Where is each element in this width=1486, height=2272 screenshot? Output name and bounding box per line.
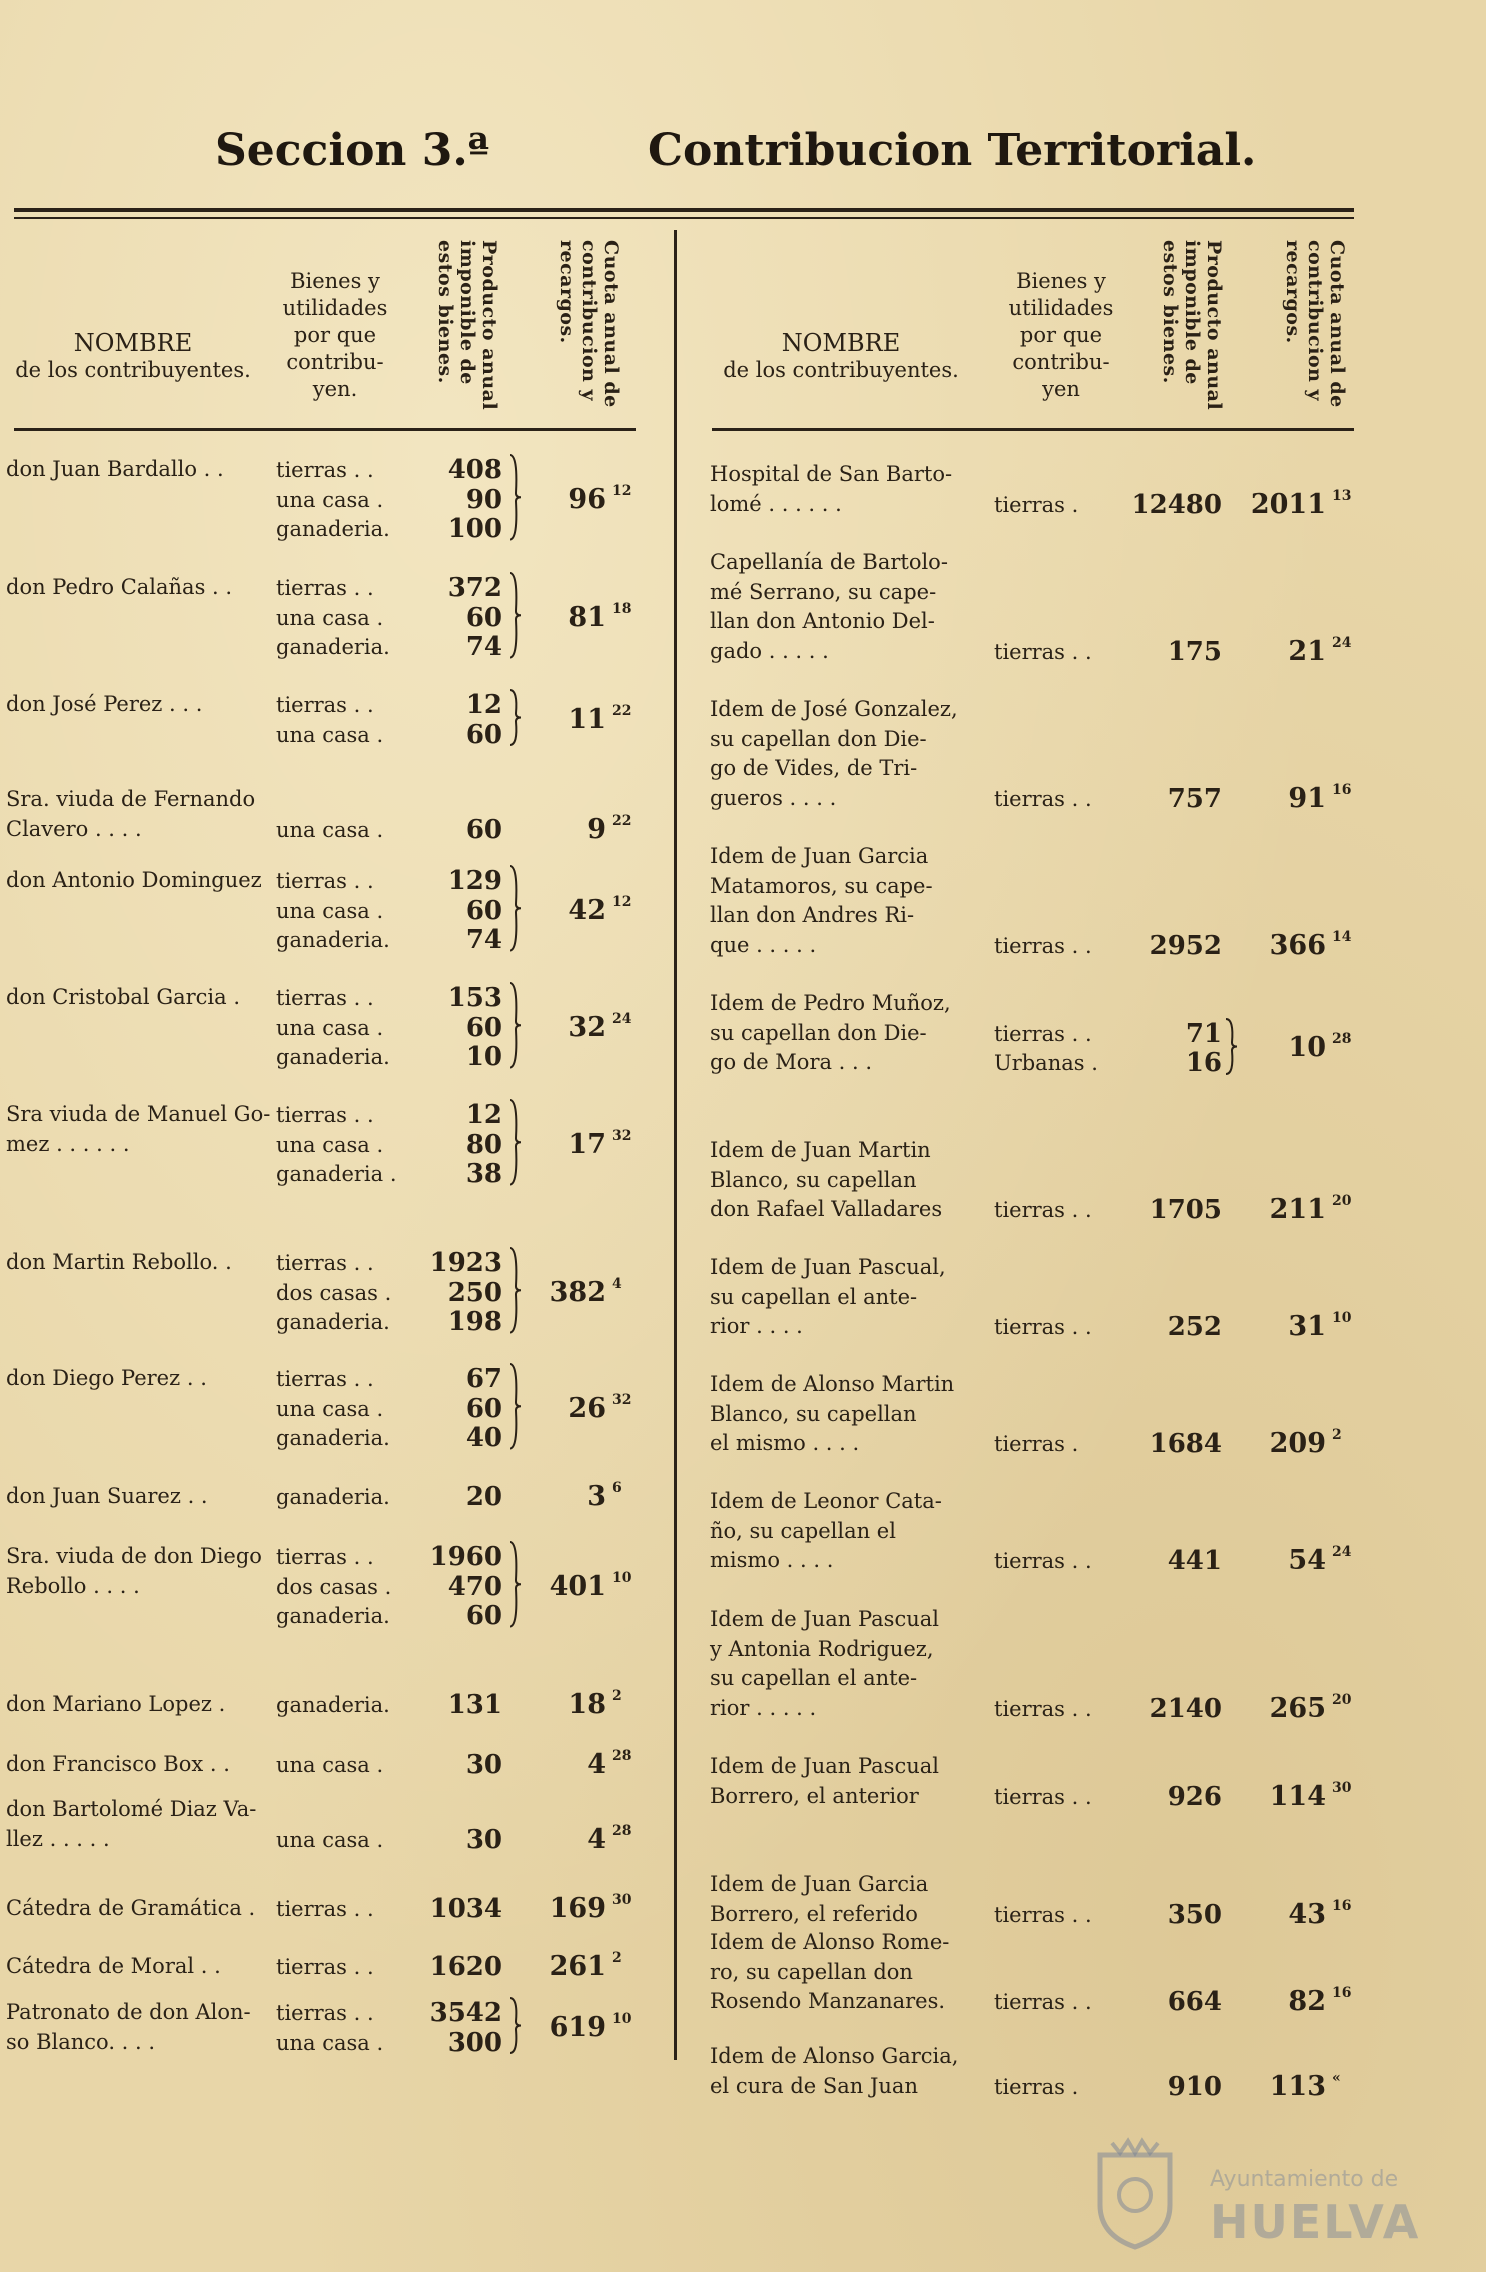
contributor-name-line: Sra. viuda de Fernando [6,787,256,811]
contributor-name-line: su capellan el ante- [710,1666,918,1690]
taxable-product-value: 1034 [429,1894,502,1924]
annual-quota: 209 [1269,1428,1326,1459]
taxable-product-value: 250 [447,1277,502,1308]
column-divider [674,230,677,2060]
contributor-name-line: Matamoros, su cape- [710,873,933,898]
contributor-name-line: el cura de San Juan [710,2073,918,2098]
annual-quota: 11 [568,703,606,735]
quota-cents: 22 [612,812,632,829]
contributor-name-line: su capellan don Die- [710,726,927,751]
asset-type: tierras . [994,2074,1079,2099]
contributor-name-line: gado . . . . . [710,638,829,663]
col-name-right [716,330,966,384]
annual-quota: 169 [549,1893,606,1924]
contributor-name-line: don Juan Bardallo . . [6,457,224,481]
contributor-name-line: Rosendo Manzanares. [710,1989,946,2013]
col-product-left: Producto anual imponible de estos bienes. [434,240,500,411]
taxable-product-value: 1684 [1149,1429,1222,1459]
contributor-name-line: rior . . . . . [710,1695,817,1720]
asset-type: Urbanas . [994,1051,1098,1075]
contributor-name-line: Patronato de don Alon- [6,2000,251,2024]
asset-type: dos casas . [276,1280,392,1305]
contributor-name-line: Hospital de San Barto- [710,462,953,486]
annual-quota: 26 [568,1392,606,1424]
asset-type: una casa . [276,1827,384,1852]
asset-type: una casa . [276,2030,384,2055]
contributor-name-line: Idem de Juan Pascual [710,1754,939,1778]
asset-type: ganaderia . [276,1162,397,1186]
contributor-name-line: don Rafael Valladares [710,1197,943,1221]
col-product-right: Producto anual imponible de estos bienes. [1159,240,1225,411]
asset-type: tierras . . [994,1696,1092,1721]
contributor-name-line: lomé . . . . . . [710,491,842,516]
annual-quota: 619 [549,2011,606,2043]
taxable-product-value: 40 [465,1423,502,1453]
contributor-name-line: Idem de Juan Garcia [710,1872,929,1896]
quota-cents: 28 [612,1748,632,1764]
quota-cents: 10 [612,1569,632,1586]
quota-cents: 16 [1332,781,1352,798]
taxable-product-value: 910 [1167,2071,1222,2102]
taxable-product-value: 67 [465,1364,502,1394]
asset-type: tierras . . [994,1549,1092,1573]
taxable-product-value: 372 [447,573,502,603]
annual-quota: 265 [1269,1692,1326,1724]
quota-cents: 24 [1332,1544,1352,1560]
contributor-name-line: Capellanía de Bartolo- [710,550,948,574]
contributor-name-line: don Cristobal Garcia . [6,985,241,1009]
contributor-name-line: mé Serrano, su cape- [710,579,937,604]
quota-cents: 6 [612,1480,622,1496]
contributor-name-line: Sra viuda de Manuel Go- [6,1102,271,1126]
col-quota-right: Cuota anual de contribucion y recargos. [1282,240,1348,408]
taxable-product-value: 1705 [1149,1195,1222,1225]
asset-type: tierras . [994,492,1079,517]
asset-type: ganaderia. [276,1485,390,1509]
header-rule-right [712,428,1354,431]
header-rule-left [14,428,636,431]
annual-quota: 2011 [1250,488,1326,520]
asset-type: una casa . [276,605,384,630]
annual-quota: 3 [587,1481,606,1512]
taxable-product-value: 153 [447,983,502,1013]
annual-quota: 10 [1288,1032,1326,1064]
taxable-product-value: 71 [1185,1018,1222,1049]
quota-cents: 30 [612,1892,632,1908]
asset-type: una casa . [276,1753,384,1777]
quota-cents: 12 [612,893,632,910]
contributor-name-line: y Antonia Rodriguez, [710,1636,934,1661]
asset-type: tierras . . [994,933,1092,958]
col-assets-line: por que [1019,323,1103,347]
quota-cents: 13 [1332,487,1352,504]
contributor-name-line: don Pedro Calañas . . [6,575,233,599]
contributor-name-line: Cátedra de Moral . . [6,1954,221,1978]
asset-type: tierras . . [994,1021,1092,1046]
contributor-name-line: rior . . . . [710,1314,803,1338]
contributor-name-line: don Bartolomé Diaz Va- [6,1797,257,1821]
contributor-name-line: Idem de Juan Martin [710,1138,931,1162]
contributor-name-line: Idem de Alonso Garcia, [710,2044,959,2068]
asset-type: tierras . . [276,458,374,482]
contributor-name-line: so Blanco. . . . [6,2029,156,2054]
annual-quota: 113 [1269,2070,1326,2102]
archive-watermark [1090,2135,1420,2255]
col-assets-line: yen [1042,377,1080,401]
asset-type: tierras . . [994,1315,1092,1339]
asset-type: una casa . [276,487,384,512]
taxable-product-value: 198 [447,1307,502,1337]
col-assets-left [270,268,400,403]
contributor-name-line: Borrero, el referido [710,1901,918,1926]
taxable-product-value: 300 [447,2027,502,2058]
asset-type: una casa . [276,1396,384,1421]
taxable-product-value: 252 [1167,1312,1222,1342]
contributor-name-line: llez . . . . . [6,1826,110,1851]
asset-type: ganaderia. [276,517,390,541]
col-name-title: NOMBRE [781,329,901,357]
asset-type: tierras . . [276,576,374,600]
contributor-name-line: don Mariano Lopez . [6,1692,226,1716]
asset-type: tierras . . [276,1103,374,1127]
taxable-product-value: 60 [465,602,502,633]
col-assets-line: contribu- [1012,350,1110,374]
contributor-name-line: Blanco, su capellan [710,1167,917,1192]
asset-type: una casa . [276,1132,384,1157]
annual-quota: 261 [549,1951,606,1982]
contributor-name-line: su capellan don Die- [710,1020,927,1045]
taxable-product-value: 926 [1167,1781,1222,1812]
quota-cents: 32 [612,1391,632,1408]
contributor-name-line: gueros . . . . [710,785,837,810]
asset-type: tierras . . [994,1784,1092,1809]
asset-type: tierras . [994,1432,1079,1456]
watermark-line1: Ayuntamiento de [1210,2167,1399,2192]
asset-type: dos casas . [276,1574,392,1599]
contributor-name-line: Cátedra de Gramática . [6,1896,256,1920]
taxable-product-value: 175 [1167,636,1222,667]
col-assets-line: utilidades [1008,296,1114,320]
heading-rule [14,208,1354,212]
contributor-name-line: don Diego Perez . . [6,1366,207,1390]
contributor-name-line: Idem de Juan Garcia [710,844,929,868]
quota-cents: 20 [1332,1691,1352,1708]
contributor-name-line: go de Mora . . . [710,1050,873,1074]
contributor-name-line: llan don Andres Ri- [710,903,915,927]
quota-cents: 16 [1332,1985,1352,2001]
col-assets-right [996,268,1126,403]
col-assets-line: por que [293,323,377,347]
contributor-name-line: Clavero . . . . [6,816,142,841]
taxable-product-value: 2952 [1149,930,1222,961]
contributor-name-line: Sra. viuda de don Diego [6,1544,262,1568]
annual-quota: 91 [1288,782,1326,814]
asset-type: tierras . . [994,786,1092,811]
page-title: Contribucion Territorial. [648,125,1257,176]
contributor-name-line: go de Vides, de Tri- [710,756,918,780]
asset-type: tierras . . [276,986,374,1010]
annual-quota: 82 [1288,1986,1326,2017]
taxable-product-value: 60 [465,1012,502,1043]
quota-cents: 28 [1332,1031,1352,1048]
contributor-name-line: ño, su capellan el [710,1518,896,1543]
taxable-product-value: 129 [447,866,502,896]
contributor-name-line: Idem de José Gonzalez, [710,697,958,721]
annual-quota: 366 [1269,929,1326,961]
watermark-line2: HUELVA [1210,2195,1421,2249]
contributor-name-line: Idem de Alonso Martin [710,1372,955,1396]
annual-quota: 32 [568,1011,606,1043]
asset-type: tierras . . [276,869,374,893]
contributor-name-line: Rebollo . . . . [6,1573,140,1598]
contributor-name-line: don Martin Rebollo. . [6,1250,232,1274]
contributor-name-line: Idem de Alonso Rome- [710,1930,950,1954]
quota-cents: 16 [1332,1897,1352,1914]
taxable-product-value: 12480 [1131,489,1222,520]
asset-type: ganaderia. [276,1693,390,1717]
annual-quota: 382 [549,1276,606,1308]
taxable-product-value: 2140 [1149,1693,1222,1724]
quota-cents: 32 [612,1127,632,1144]
taxable-product-value: 80 [465,1129,502,1160]
annual-quota: 21 [1288,635,1326,667]
taxable-product-value: 90 [465,484,502,515]
annual-quota: 42 [568,894,606,926]
asset-type: tierras . . [276,2001,374,2025]
taxable-product-value: 100 [447,514,502,544]
taxable-product-value: 470 [447,1571,502,1602]
quota-cents: 10 [612,2010,632,2027]
contributor-name-line: Idem de Pedro Muñoz, [710,991,951,1015]
taxable-product-value: 74 [465,632,502,662]
heading-rule-thin [14,217,1354,219]
quota-cents: 24 [1332,634,1352,651]
annual-quota: 81 [568,601,606,633]
asset-type: ganaderia. [276,1045,390,1069]
col-name-sub: de los contribuyentes. [15,358,251,382]
asset-type: una casa . [276,1015,384,1040]
asset-type: ganaderia. [276,1426,390,1450]
contributor-name-line: Idem de Juan Pascual [710,1607,939,1631]
contributor-name-line: Borrero, el anterior [710,1783,919,1808]
taxable-product-value: 1923 [429,1248,502,1278]
taxable-product-value: 60 [465,814,502,845]
taxable-product-value: 60 [465,895,502,926]
taxable-product-value: 441 [1167,1546,1222,1576]
annual-quota: 18 [568,1689,606,1720]
page-heading [0,115,1486,195]
asset-type: una casa . [276,722,384,747]
taxable-product-value: 74 [465,925,502,955]
annual-quota: 401 [549,1570,606,1602]
asset-type: ganaderia. [276,1604,390,1628]
quota-cents: 10 [1332,1310,1352,1326]
taxable-product-value: 16 [1185,1048,1222,1078]
taxable-product-value: 408 [447,455,502,485]
taxable-product-value: 30 [465,1750,502,1780]
col-assets-line: utilidades [282,296,388,320]
col-name-left [8,330,258,384]
col-assets-line: Bienes y [1016,269,1106,293]
annual-quota: 4 [587,1749,606,1780]
quota-cents: « [1332,2069,1341,2086]
quota-cents: 28 [612,1822,632,1839]
annual-quota: 54 [1288,1545,1326,1576]
asset-type: tierras . . [276,693,374,717]
asset-type: una casa . [276,817,384,842]
contributor-name-line: mismo . . . . [710,1548,834,1572]
contributor-name-line: don José Perez . . . [6,692,203,716]
taxable-product-value: 38 [465,1159,502,1189]
contributor-name-line: mez . . . . . . [6,1131,130,1156]
taxable-product-value: 757 [1167,783,1222,814]
col-assets-line: yen. [312,377,358,401]
asset-type: tierras . . [276,1955,374,1979]
quota-cents: 2 [612,1688,622,1704]
quota-cents: 2 [1332,1427,1342,1443]
asset-type: tierras . . [994,1990,1092,2014]
annual-quota: 96 [568,483,606,515]
contributor-name-line: Idem de Leonor Cata- [710,1489,942,1513]
taxable-product-value: 1960 [429,1542,502,1572]
contributor-name-line: llan don Antonio Del- [710,609,935,633]
asset-type: tierras . . [276,1251,374,1275]
taxable-product-value: 20 [465,1482,502,1512]
taxable-product-value: 10 [465,1042,502,1072]
contributor-name-line: don Francisco Box . . [6,1752,230,1776]
taxable-product-value: 30 [465,1824,502,1855]
quota-cents: 12 [612,482,632,499]
contributor-name-line: Blanco, su capellan [710,1401,917,1426]
taxable-product-value: 12 [465,1100,502,1130]
asset-type: tierras . . [994,1198,1092,1222]
contributor-name-line: el mismo . . . . [710,1431,860,1455]
asset-type: ganaderia. [276,928,390,952]
col-quota-left: Cuota anual de contribucion y recargos. [556,240,622,408]
coat-of-arms-icon [1090,2135,1180,2250]
taxable-product-value: 60 [465,719,502,750]
annual-quota: 114 [1269,1780,1326,1812]
taxable-product-value: 60 [465,1393,502,1424]
quota-cents: 2 [612,1950,622,1966]
annual-quota: 211 [1269,1194,1326,1225]
quota-cents: 18 [612,600,632,617]
quota-cents: 24 [612,1010,632,1027]
taxable-product-value: 3542 [429,1998,502,2028]
quota-cents: 4 [612,1275,622,1292]
section-label: Seccion 3.ª [215,125,490,176]
col-name-sub: de los contribuyentes. [723,358,959,382]
contributor-name-line: que . . . . . [710,932,817,957]
quota-cents: 30 [1332,1779,1352,1796]
taxable-product-value: 664 [1167,1987,1222,2017]
asset-type: tierras . . [276,1545,374,1569]
annual-quota: 9 [587,813,606,845]
asset-type: tierras . . [276,1367,374,1391]
asset-type: una casa . [276,898,384,923]
quota-cents: 14 [1332,928,1352,945]
taxable-product-value: 60 [465,1601,502,1631]
taxable-product-value: 12 [465,690,502,720]
col-assets-line: Bienes y [290,269,380,293]
quota-cents: 22 [612,702,632,719]
quota-cents: 20 [1332,1193,1352,1209]
asset-type: tierras . . [276,1897,374,1921]
col-assets-line: contribu- [286,350,384,374]
annual-quota: 31 [1288,1311,1326,1342]
contributor-name-line: su capellan el ante- [710,1284,918,1309]
contributor-name-line: don Antonio Dominguez [6,868,262,892]
asset-type: ganaderia. [276,1310,390,1334]
taxable-product-value: 350 [1167,1899,1222,1930]
contributor-name-line: ro, su capellan don [710,1959,913,1984]
taxable-product-value: 131 [447,1690,502,1720]
asset-type: tierras . . [994,1902,1092,1927]
annual-quota: 17 [568,1128,606,1160]
annual-quota: 43 [1288,1898,1326,1930]
asset-type: tierras . . [994,639,1092,664]
contributor-name-line: Idem de Juan Pascual, [710,1255,946,1279]
asset-type: ganaderia. [276,635,390,659]
contributor-name-line: don Juan Suarez . . [6,1484,208,1508]
taxable-product-value: 1620 [429,1952,502,1982]
annual-quota: 4 [587,1823,606,1855]
col-name-title: NOMBRE [73,329,193,357]
